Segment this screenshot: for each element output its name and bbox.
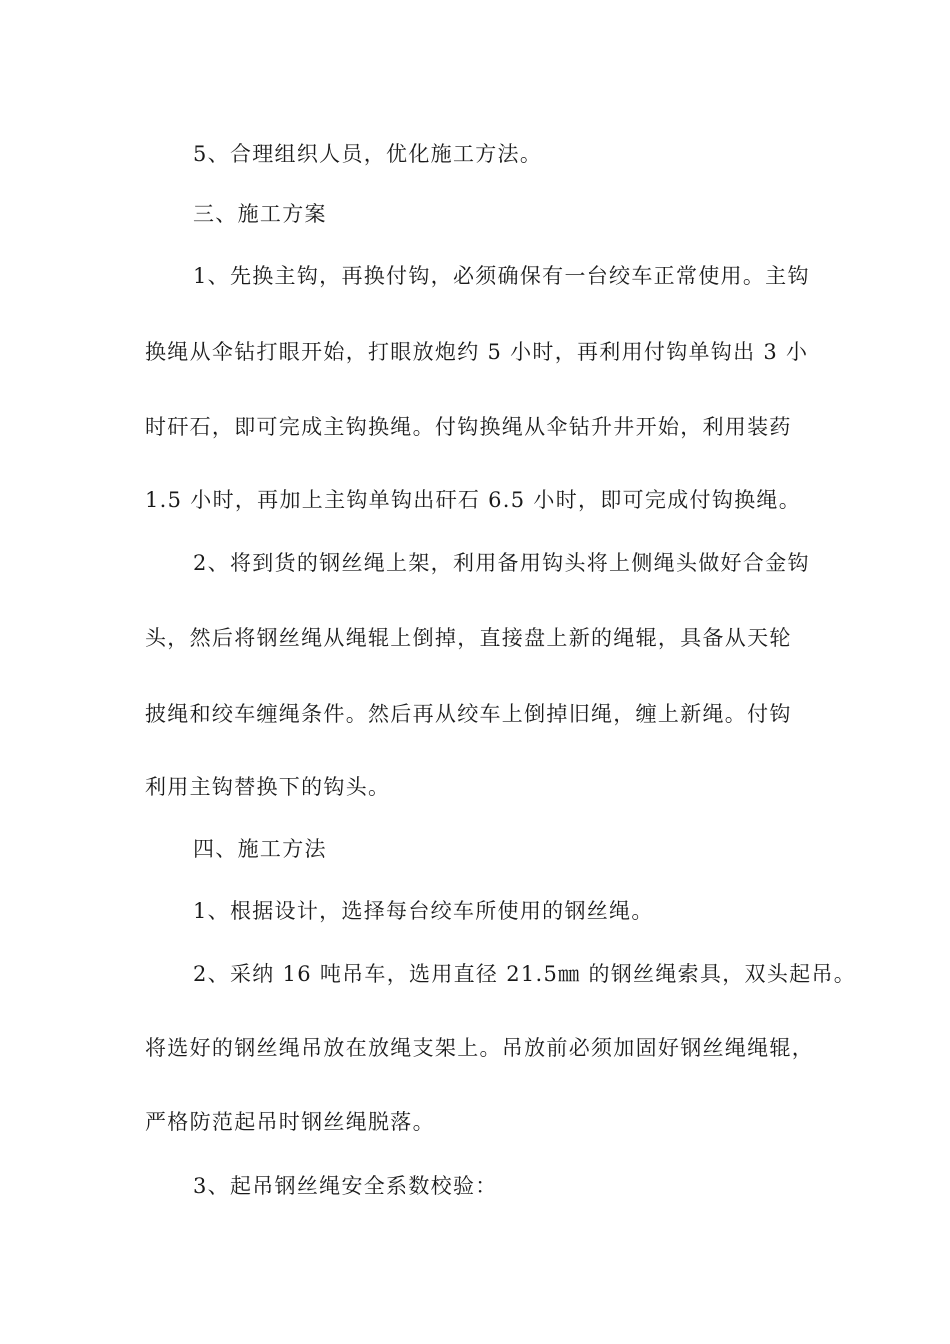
paragraph-2-line-1: 2、将到货的钢丝绳上架，利用备用钩头将上侧绳头做好合金钩 [193,551,810,575]
paragraph-1-line-3: 时矸石，即可完成主钩换绳。付钩换绳从伞钻升井开始，利用装药 [145,415,792,439]
method-item-2-line-1: 2、采纳 16 吨吊车，选用直径 21.5㎜ 的钢丝绳索具，双头起吊。 [193,962,857,986]
paragraph-1-line-2: 换绳从伞钻打眼开始，打眼放炮约 5 小时，再利用付钩单钩出 3 小 [145,340,809,364]
method-item-2-line-3: 严格防范起吊时钢丝绳脱落。 [145,1110,435,1134]
method-item-1: 1、根据设计，选择每台绞车所使用的钢丝绳。 [193,899,654,923]
paragraph-1-line-4: 1.5 小时，再加上主钩单钩出矸石 6.5 小时，即可完成付钩换绳。 [145,488,802,512]
section-heading-construction-plan: 三、施工方案 [193,202,327,226]
paragraph-2-line-2: 头，然后将钢丝绳从绳辊上倒掉，直接盘上新的绳辊，具备从天轮 [145,626,792,650]
method-item-3: 3、起吊钢丝绳安全系数校验： [193,1174,498,1198]
method-item-2-line-2: 将选好的钢丝绳吊放在放绳支架上。吊放前必须加固好钢丝绳绳辊， [145,1036,814,1060]
section-heading-construction-method: 四、施工方法 [193,837,327,861]
paragraph-1-line-1: 1、先换主钩，再换付钩，必须确保有一台绞车正常使用。主钩 [193,264,810,288]
paragraph-2-line-3: 披绳和绞车缠绳条件。然后再从绞车上倒掉旧绳，缠上新绳。付钩 [145,702,792,726]
paragraph-2-line-4: 利用主钩替换下的钩头。 [145,775,391,799]
paragraph-item-5-organize-staff: 5、合理组织人员，优化施工方法。 [193,142,543,166]
